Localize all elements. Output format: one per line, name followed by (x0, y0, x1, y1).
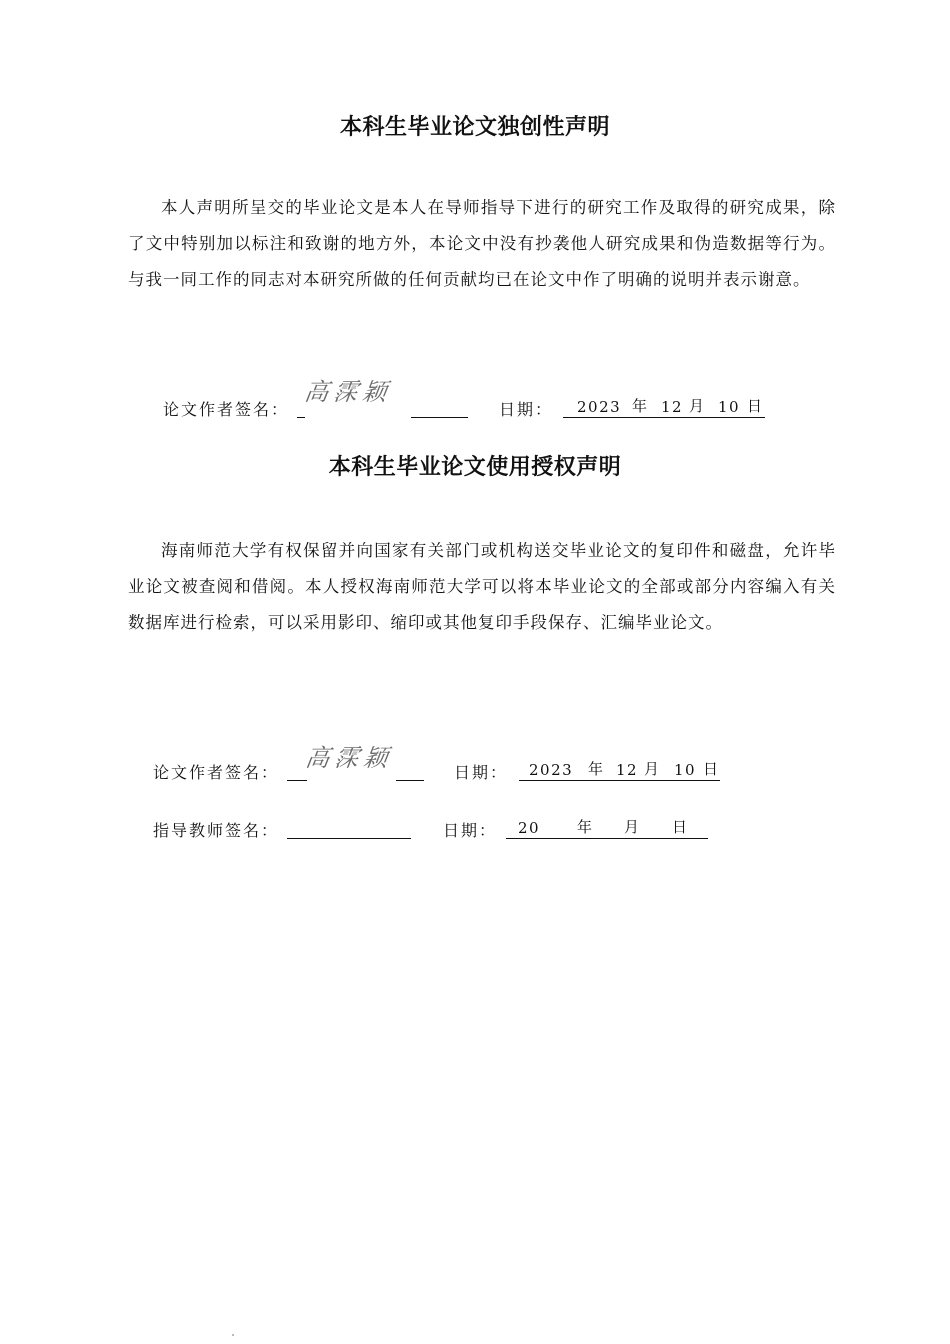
signature-underline-left (297, 416, 305, 418)
date-field (519, 760, 720, 781)
advisor-signature-row (153, 818, 753, 848)
author-signature-label: 论文作者签名： (163, 400, 290, 419)
signature-underline-left (287, 779, 307, 781)
author-handwritten-signature: 高霂颖 (302, 378, 394, 406)
date-label: 日期： (499, 400, 554, 419)
date-year: 20 (518, 819, 541, 837)
date-month: 12 (616, 761, 639, 779)
date-year: 2023 (529, 761, 574, 779)
date-label: 日期： (454, 763, 509, 782)
date-month-unit: 月 (624, 818, 641, 836)
author-signature-label: 论文作者签名： (153, 763, 280, 782)
date-year-unit: 年 (632, 397, 649, 415)
date-day-unit: 日 (672, 818, 689, 836)
date-field (506, 818, 708, 839)
date-month-unit: 月 (689, 397, 706, 415)
signature-underline-right (396, 779, 424, 781)
date-day-unit: 日 (703, 760, 720, 778)
authorization-author-row (153, 760, 753, 790)
date-day-unit: 日 (747, 397, 764, 415)
authorization-declaration-title: 本科生毕业论文使用授权声明 (328, 455, 622, 480)
originality-signature-row (163, 397, 803, 427)
date-year: 2023 (577, 398, 622, 416)
date-day: 10 (674, 761, 697, 779)
date-day: 10 (718, 398, 741, 416)
authorization-declaration-body: 海南师范大学有权保留并向国家有关部门或机构送交毕业论文的复印件和磁盘，允许毕业论文被查阅和借阅。本人授权海南师范大学可以将本毕业论文的全部或部分内容编入有关数据库进行检索，可以采用影印、缩印或其他复印手段保存、汇编毕业论文。 (128, 541, 836, 632)
date-label: 日期： (443, 821, 498, 840)
date-year-unit: 年 (588, 760, 605, 778)
date-field (563, 397, 765, 418)
date-month: 12 (661, 398, 684, 416)
date-month-unit: 月 (644, 760, 661, 778)
originality-declaration-body: 本人声明所呈交的毕业论文是本人在导师指导下进行的研究工作及取得的研究成果，除了文中特别加以标注和致谢的地方外，本论文中没有抄袭他人研究成果和伪造数据等行为。与我一同工作的同志对本研究所做的任何贡献均已在论文中作了明确的说明并表示谢意。 (128, 198, 836, 289)
scan-artifact (232, 1334, 234, 1336)
signature-underline-right (411, 416, 468, 418)
advisor-signature-label: 指导教师签名： (153, 821, 280, 840)
author-handwritten-signature: 高霂颖 (303, 744, 395, 772)
date-year-unit: 年 (577, 818, 594, 836)
originality-declaration-title: 本科生毕业论文独创性声明 (339, 115, 610, 140)
advisor-signature-blank (287, 837, 411, 839)
